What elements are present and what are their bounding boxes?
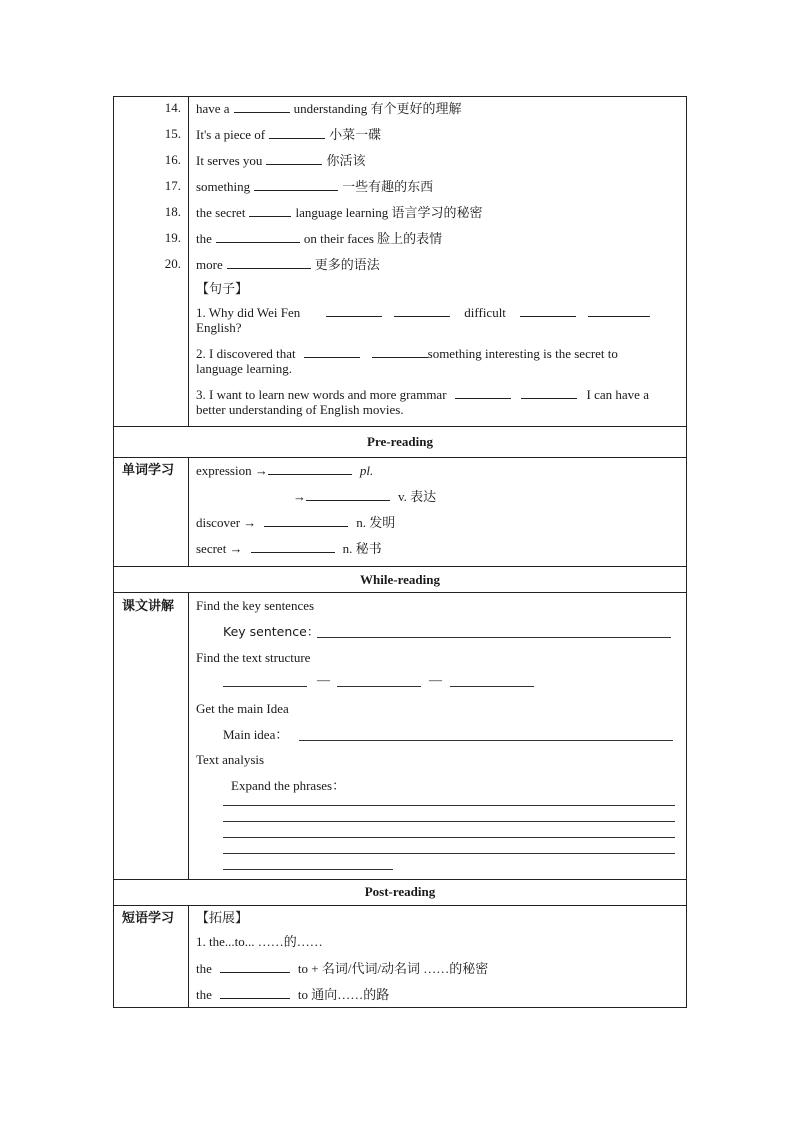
arrow-icon: → (293, 489, 306, 504)
phrase-text: to + 名词/代词/动名词 ……的秘密 (297, 961, 489, 976)
sentence-3-end: better understanding of English movies. (196, 402, 404, 417)
structure-blank[interactable] (223, 686, 307, 687)
phrase-start: something (196, 179, 251, 194)
structure-blank[interactable] (337, 686, 421, 687)
word-express (293, 488, 436, 505)
phrase-text: to 通向……的路 (297, 987, 390, 1002)
word-secret (196, 540, 382, 557)
dash-separator: — (317, 672, 330, 687)
item-number: 16. (164, 152, 181, 167)
sentence-text: 3. I want to learn new words and more grammar (196, 387, 447, 402)
fill-blank[interactable] (251, 540, 335, 553)
phrase-end: on their faces 脸上的表情 (303, 231, 443, 246)
word-text: v. 表达 (398, 489, 437, 504)
sentence-2-end: language learning. (196, 361, 293, 376)
task-text-analysis: Text analysis (196, 752, 265, 767)
answer-line[interactable] (223, 853, 675, 854)
main-idea-label: Main idea： (223, 727, 289, 742)
phrase-start: It serves you (196, 153, 263, 168)
fill-blank[interactable] (588, 304, 650, 317)
fill-blank[interactable] (521, 386, 577, 399)
lesson-table (113, 96, 687, 1008)
task-find-key: Find the key sentences (196, 598, 315, 613)
answer-line[interactable] (223, 869, 393, 870)
section-title-post-reading: Post-reading (364, 884, 436, 899)
word-text: discover → (196, 515, 257, 530)
item-number: 20. (164, 256, 181, 271)
column-divider (188, 96, 189, 426)
row-divider (113, 905, 687, 906)
row-label-vocab: 单词学习 (122, 462, 175, 477)
sentence-text: something interesting is the secret to (427, 346, 618, 361)
sentence-text: difficult (464, 305, 506, 320)
item-number: 18. (164, 204, 181, 219)
fill-blank[interactable] (254, 178, 338, 191)
row-label-phrases: 短语学习 (122, 910, 175, 925)
table-border-top (113, 96, 687, 97)
expansion-item-2 (196, 960, 488, 977)
row-divider (113, 457, 687, 458)
expansion-heading: 【拓展】 (196, 910, 249, 925)
row-divider (113, 566, 687, 567)
item-number: 17. (164, 178, 181, 193)
item-number: 14. (164, 100, 181, 115)
phrase-end: 你活该 (326, 153, 366, 168)
phrase-start: the (196, 231, 212, 246)
expansion-item-3 (196, 986, 389, 1003)
row-divider (113, 592, 687, 593)
column-divider (188, 457, 189, 566)
column-divider (188, 592, 189, 879)
phrase-end: 更多的语法 (314, 257, 380, 272)
fill-blank[interactable] (249, 204, 291, 217)
phrase-end: language learning 语言学习的秘密 (295, 205, 483, 220)
phrase-end: 一些有趣的东西 (342, 179, 434, 194)
sentence-1 (196, 304, 654, 321)
phrase-start: have a (196, 101, 230, 116)
fill-blank[interactable] (306, 488, 390, 501)
column-divider (188, 905, 189, 1008)
dash-separator: — (429, 672, 442, 687)
fill-blank[interactable] (269, 126, 325, 139)
section-title-while-reading: While-reading (360, 572, 440, 587)
item-number: 15. (164, 126, 181, 141)
phrase-end: 小菜一碟 (329, 127, 382, 142)
word-text: n. 发明 (356, 515, 396, 530)
sentence-text: 2. I discovered that (196, 346, 296, 361)
section-title-pre-reading: Pre-reading (367, 434, 433, 449)
phrase-end: understanding 有个更好的理解 (293, 101, 462, 116)
phrase-text: the (196, 961, 212, 976)
sentences-heading: 【句子】 (196, 281, 249, 296)
fill-blank[interactable] (227, 256, 311, 269)
word-text: expression → (196, 463, 268, 478)
phrase-start: the secret (196, 205, 246, 220)
fill-blank[interactable] (326, 304, 382, 317)
row-label-text: 课文讲解 (122, 598, 175, 613)
answer-line[interactable] (223, 837, 675, 838)
phrase-start: more (196, 257, 223, 272)
row-divider (113, 426, 687, 427)
fill-blank[interactable] (394, 304, 450, 317)
phrase-text: the (196, 987, 212, 1002)
word-expression (196, 462, 373, 479)
item-number: 19. (164, 230, 181, 245)
fill-blank[interactable] (234, 100, 290, 113)
word-discover (196, 514, 395, 531)
fill-blank[interactable] (220, 986, 290, 999)
fill-blank[interactable] (266, 152, 322, 165)
sentence-text: 1. Why did Wei Fen (196, 305, 301, 320)
table-border-right (686, 96, 687, 1008)
answer-line[interactable] (223, 821, 675, 822)
word-text: n. 秘书 (342, 541, 382, 556)
phrase-start: It's a piece of (196, 127, 266, 142)
task-main-idea: Get the main Idea (196, 701, 289, 716)
fill-blank[interactable] (268, 462, 352, 475)
sentence-text: I can have a (586, 387, 649, 402)
key-sentence-answer-line[interactable] (317, 637, 671, 638)
key-sentence-label: Key sentence： (223, 624, 320, 639)
fill-blank[interactable] (520, 304, 576, 317)
expand-phrases-label: Expand the phrases： (231, 778, 346, 793)
fill-blank[interactable] (455, 386, 511, 399)
sentence-3 (196, 386, 649, 403)
fill-blank[interactable] (304, 345, 360, 358)
row-divider (113, 879, 687, 880)
answer-line[interactable] (223, 805, 675, 806)
main-idea-answer-line[interactable] (299, 740, 673, 741)
fill-blank[interactable] (216, 230, 300, 243)
table-border-bottom (113, 1007, 687, 1008)
structure-blank[interactable] (450, 686, 534, 687)
fill-blank[interactable] (372, 345, 428, 358)
expansion-item-1: 1. the...to... ……的…… (196, 934, 323, 949)
sentence-1-end: English? (196, 320, 242, 335)
fill-blank[interactable] (220, 960, 290, 973)
fill-blank[interactable] (264, 514, 348, 527)
task-find-structure: Find the text structure (196, 650, 311, 665)
word-text: secret → (196, 541, 243, 556)
sentence-2 (196, 345, 618, 362)
plural-marker: pl. (359, 463, 374, 478)
